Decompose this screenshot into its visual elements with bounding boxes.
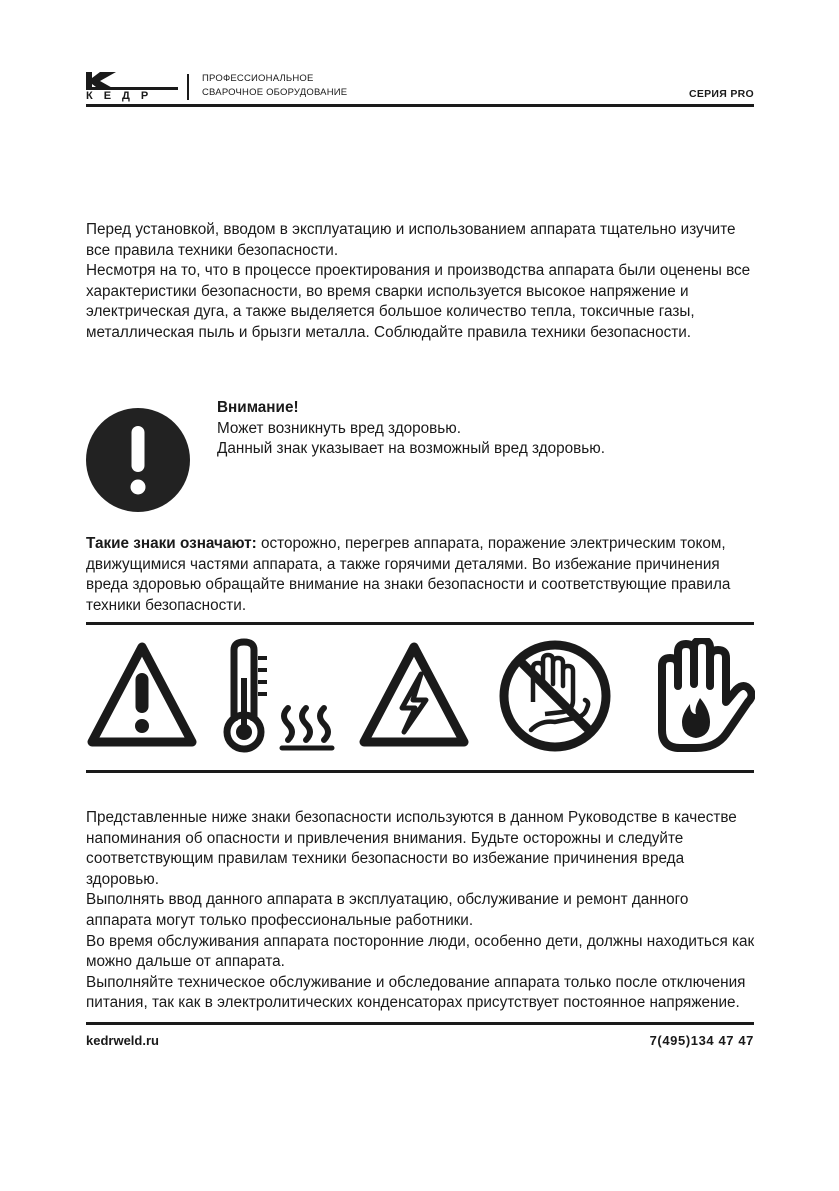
hot-surface-hand-icon <box>640 638 755 754</box>
header-divider <box>187 74 189 100</box>
safety-rules-text <box>86 808 758 1014</box>
exclamation-circle-icon <box>86 408 190 512</box>
electric-shock-icon <box>358 638 470 754</box>
series-label: СЕРИЯ PRO <box>688 88 754 100</box>
footer-website-link[interactable]: kedrweld.ru <box>86 1033 159 1048</box>
company-tagline <box>202 72 347 100</box>
intro-paragraph-1: Перед установкой, вводом в эксплуатацию и использованием аппарата тщательно изучите все правила техники безопасности. <box>86 221 736 259</box>
page-header <box>86 70 754 104</box>
rules-paragraph-2: Выполнять ввод данного аппарата в эксплуатацию, обслуживание и ремонт данного аппарата могут только профессиональные работники. <box>86 891 689 929</box>
footer-rule <box>86 1022 754 1025</box>
signs-meaning-body: осторожно, перегрев аппарата, поражение электрическим током, движущимися частями аппарата, а также горячими деталями. Во избежание причинения вреда здоровью обращайте внимание на знаки безопасности и соответствующие правила техники безопасности. <box>86 535 731 614</box>
caution-triangle-icon <box>86 638 198 754</box>
signs-bottom-rule <box>86 770 754 773</box>
warning-line-1: Может возникнуть вред здоровью. <box>217 419 461 437</box>
intro-text <box>86 220 758 344</box>
company-line-2: СВАРОЧНОЕ ОБОРУДОВАНИЕ <box>202 87 348 98</box>
logo-mark-icon <box>86 72 178 90</box>
signs-meaning-label: Такие знаки означают: <box>86 535 257 552</box>
warning-line-2: Данный знак указывает на возможный вред здоровью. <box>217 440 605 458</box>
header-rule <box>86 104 754 107</box>
rules-paragraph-1: Представленные ниже знаки безопасности используются в данном Руководстве в качестве напоминания об опасности и привлечения внимания. Будьте осторожны и следуйте соответствующим правилам техники безопасности во избежание причинения вреда здоровью. <box>86 809 737 888</box>
rules-paragraph-3: Во время обслуживания аппарата посторонние люди, особенно дети, должны находиться как можно дальше от аппарата. <box>86 932 755 971</box>
rules-paragraph-4: Выполняйте техническое обслуживание и обследование аппарата только после отключения питания, так как в электролитических конденсаторах присутствует постоянное напряжение. <box>86 973 746 1012</box>
overheat-thermometer-icon <box>222 638 346 754</box>
warning-block <box>217 398 605 460</box>
warning-title: Внимание! <box>217 399 299 416</box>
company-line-1: ПРОФЕССИОНАЛЬНОЕ <box>202 73 314 84</box>
signs-meaning-text <box>86 534 758 616</box>
brand-logo <box>86 72 178 102</box>
intro-paragraph-2: Несмотря на то, что в процессе проектирования и производства аппарата были оценены все характеристики безопасности, во время сварки используется высокое напряжение и электрическая дуга, а также выделяется большое количество тепла, токсичные газы, металлическая пыль и брызги металла. Соблюдайте правила техники безопасности. <box>86 262 751 341</box>
logo-text: КЕДР <box>86 90 160 102</box>
no-touch-moving-parts-icon <box>497 638 613 754</box>
signs-top-rule <box>86 622 754 625</box>
footer-phone: 7(495)134 47 47 <box>649 1033 754 1048</box>
